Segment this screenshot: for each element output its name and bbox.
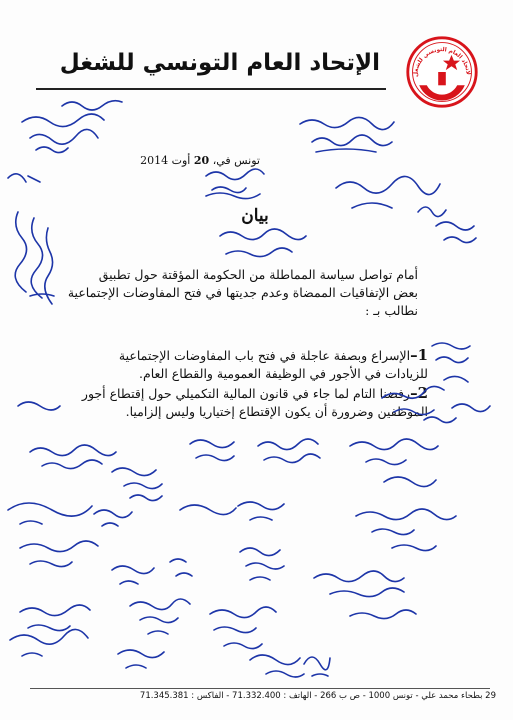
footer-divider bbox=[30, 688, 490, 689]
signature-mark bbox=[8, 503, 92, 524]
signature-mark bbox=[350, 439, 438, 487]
statement-intro bbox=[34, 266, 418, 320]
signature-mark bbox=[336, 176, 440, 208]
signature-mark bbox=[112, 566, 154, 584]
signature-mark bbox=[30, 445, 116, 469]
signature-mark bbox=[418, 207, 446, 217]
signature-mark bbox=[22, 101, 122, 153]
intro-line: بعض الإتفاقيات الممضاة وعدم جديتها في فتح المفاوضات الإجتماعية bbox=[67, 285, 418, 300]
letterhead bbox=[0, 0, 513, 98]
signature-mark bbox=[206, 169, 264, 199]
intro-line: أمام تواصل سياسة المماطلة من الحكومة المؤقتة حول تطبيق bbox=[98, 267, 418, 282]
signature-mark bbox=[250, 655, 304, 677]
signature-mark bbox=[130, 599, 190, 634]
signature-mark bbox=[118, 650, 164, 668]
signature-mark bbox=[112, 468, 162, 501]
logo-lettering: لاتحاد العام التونسي للشغل bbox=[413, 47, 471, 78]
signature-mark bbox=[8, 174, 40, 182]
signature-mark bbox=[300, 117, 394, 152]
date-line bbox=[60, 154, 260, 167]
demand-item-1 bbox=[24, 346, 428, 383]
demand-item-2 bbox=[24, 384, 428, 421]
ugtt-logo-icon bbox=[404, 34, 480, 110]
demand-text: رفضنا التام لما جاء في قانون المالية التكميلي حول إقتطاع أجور bbox=[81, 386, 411, 401]
signature-mark bbox=[190, 440, 234, 461]
signature-mark bbox=[304, 657, 330, 676]
demand-number: 1– bbox=[410, 346, 428, 364]
date-day: 20 bbox=[193, 154, 210, 167]
header-divider bbox=[36, 88, 386, 90]
signature-mark bbox=[436, 222, 476, 243]
signature-mark bbox=[258, 439, 320, 463]
signature-mark bbox=[444, 376, 490, 411]
demand-line: الموظفين وضرورة أن يكون الإقتطاع إختياريا وليس إلزاميا. bbox=[125, 404, 428, 419]
statement-heading: بيان bbox=[241, 206, 269, 226]
signature-mark bbox=[20, 605, 90, 631]
demand-line bbox=[24, 346, 428, 365]
demand-line: للزيادات في الأجور في الوظيفة العمومية والقطاع العام. bbox=[138, 366, 428, 381]
signature-mark bbox=[180, 502, 284, 520]
signature-mark bbox=[170, 559, 192, 576]
organization-title: الإتحاد العام التونسي للشغل bbox=[59, 50, 380, 76]
signature-mark bbox=[314, 571, 416, 619]
signature-mark bbox=[220, 229, 306, 257]
demand-number: 2– bbox=[410, 384, 428, 402]
signature-mark bbox=[20, 541, 98, 567]
signature-mark bbox=[432, 343, 470, 363]
intro-line: نطالب بـ : bbox=[365, 303, 418, 318]
demand-text: الإسراع وبصفة عاجلة في فتح باب المفاوضات الإجتماعية bbox=[118, 348, 411, 363]
demand-line bbox=[24, 384, 428, 403]
date-month-year: أوت 2014 bbox=[140, 154, 191, 167]
signature-mark bbox=[210, 607, 276, 649]
signature-mark bbox=[94, 510, 132, 526]
date-prefix: تونس في، bbox=[212, 154, 260, 167]
signature-mark bbox=[356, 509, 456, 551]
signature-mark bbox=[10, 629, 88, 656]
signature-mark bbox=[240, 548, 284, 580]
footer-address: 29 بطحاء محمد علي - تونس 1000 - ص ب 266 - الهاتف : 71.332.400 - الفاكس : 71.345.381 bbox=[139, 691, 496, 701]
